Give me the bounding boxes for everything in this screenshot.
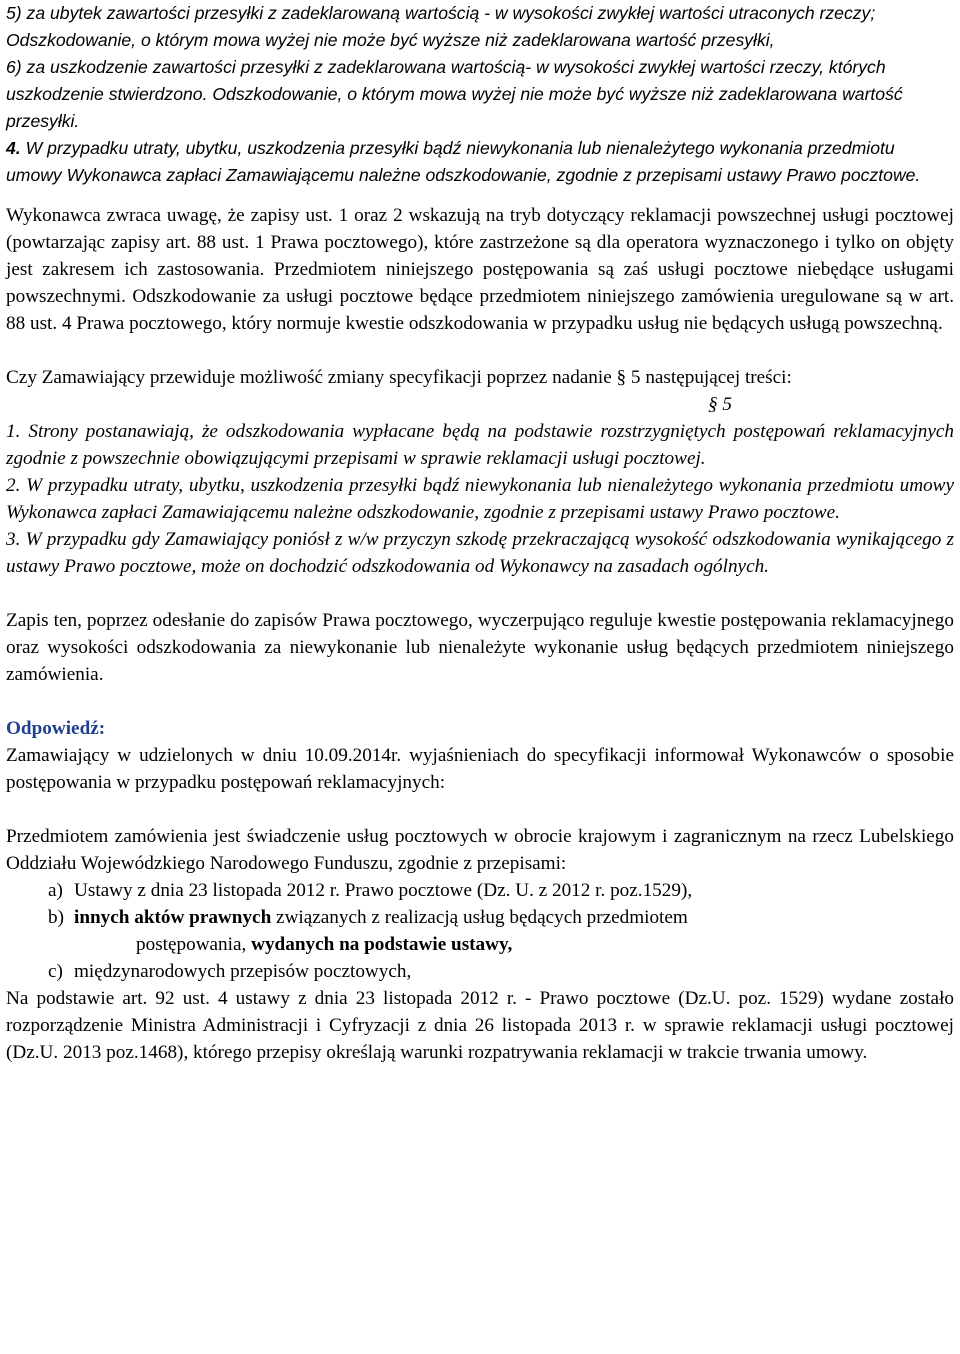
list-item [6,877,954,904]
list-item-label: c) [48,961,63,982]
proposed-clause-1: 1. Strony postanawiają, że odszkodowania wypłacane będą na podstawie rozstrzygniętych postępowań reklamacyjnych zgodnie z powszechnie obowiązującymi przepisami w sprawie reklamacji usługi pocztowej. [6,421,954,469]
answer-text: Zamawiający w udzielonych w dniu 10.09.2014r. wyjaśnieniach do specyfikacji informował Wykonawców o sposobie postępowania w przypadku postępowań reklamacyjnych: [6,745,954,793]
clause-5: 5) za ubytek zawartości przesyłki z zadeklarowaną wartością - w wysokości zwykłej wartości utraconych rzeczy; Odszkodowanie, o którym mowa wyżej nie może być wyższe niż zadeklarowana wartość przesyłki, [6,3,876,50]
clause-4 [6,135,954,189]
answer-intro: Przedmiotem zamówienia jest świadczenie usług pocztowych w obrocie krajowym i zagranicznym na rzecz Lubelskiego Oddziału Wojewódzkiego Narodowego Funduszu, zgodnie z przepisami: [6,826,954,874]
section-marker: § 5 [708,394,732,415]
closing-text: Na podstawie art. 92 ust. 4 ustawy z dnia 23 listopada 2012 r. - Prawo pocztowe (Dz.U. poz. 1529) wydane zostało rozporządzenie Ministra Administracji i Cyfryzacji z dnia 26 listopada 2013 r. w sprawie reklamacji usługi pocztowej (Dz.U. 2013 poz.1468), którego przepisy określają warunki rozpatrywania reklamacji w trakcie trwania umowy. [6,988,954,1063]
question-text: Czy Zamawiający przewiduje możliwość zmiany specyfikacji poprzez nadanie § 5 następującej treści: [6,367,792,388]
list-item-text: związanych z realizacją usług będących przedmiotem [271,907,688,928]
contractor-remark: Wykonawca zwraca uwagę, że zapisy ust. 1 oraz 2 wskazują na tryb dotyczący reklamacji powszechnej usługi pocztowej (powtarzając zapisy art. 88 ust. 1 Prawa pocztowego), które zastrzeżone są dla operatora wyznaczonego i tylko on objęty jest zakresem ich zastosowania. Przedmiotem niniejszego postępowania są zaś usługi pocztowe niebędące usługami powszechnymi. Odszkodowanie za usługi pocztowe będące przedmiotem niniejszego zamówienia uregulowane są w art. 88 ust. 4 Prawa pocztowego, który normuje kwestie odszkodowania w przypadku usług nie będących usługą powszechną. [6,205,954,334]
list-item-continuation [74,931,954,958]
document-page [6,0,954,1066]
clause-4-text: W przypadku utraty, ubytku, uszkodzenia przesyłki bądź niewykonania lub nienależytego wykonania przedmiotu umowy Wykonawca zapłaci Zamawiającemu należne odszkodowanie, zgodnie z przepisami ustawy Prawo pocztowe. [6,138,921,185]
summary-text: Zapis ten, poprzez odesłanie do zapisów Prawa pocztowego, wyczerpująco reguluje kwestie postępowania reklamacyjnego oraz wysokości odszkodowania za niewykonanie lub nienależyte wykonanie usług będących przedmiotem niniejszego zamówienia. [6,610,954,685]
list-item-label: a) [48,880,63,901]
list-item-text: międzynarodowych przepisów pocztowych, [74,961,412,982]
list-item [6,958,954,985]
list-item-bold: innych aktów prawnych [74,907,272,928]
regulation-list [6,877,954,985]
clause-6: 6) za uszkodzenie zawartości przesyłki z zadeklarowana wartością- w wysokości zwykłej wartości rzeczy, których uszkodzenie stwierdzono. Odszkodowanie, o którym mowa wyżej nie może być wyższe niż zadeklarowana wartość przesyłki. [6,57,903,131]
answer-heading: Odpowiedź: [6,718,106,739]
list-item-text: Ustawy z dnia 23 listopada 2012 r. Prawo pocztowe (Dz. U. z 2012 r. poz.1529), [74,880,693,901]
list-item-label: b) [48,907,64,928]
clause-4-number: 4. [6,138,21,158]
proposed-clause-3: 3. W przypadku gdy Zamawiający poniósł z w/w przyczyn szkodę przekraczającą wysokość odszkodowania wynikającego z ustawy Prawo pocztowe, może on dochodzić odszkodowania od Wykonawcy na zasadach ogólnych. [6,529,954,577]
list-item [6,904,954,958]
proposed-clause-2: 2. W przypadku utraty, ubytku, uszkodzenia przesyłki bądź niewykonania lub nienależytego wykonania przedmiotu umowy Wykonawca zapłaci Zamawiającemu należne odszkodowanie, zgodnie z przepisami ustawy Prawo pocztowe. [6,475,954,523]
list-item-text: postępowania, [136,934,252,955]
list-item-bold: wydanych na podstawie ustawy, [251,934,513,955]
